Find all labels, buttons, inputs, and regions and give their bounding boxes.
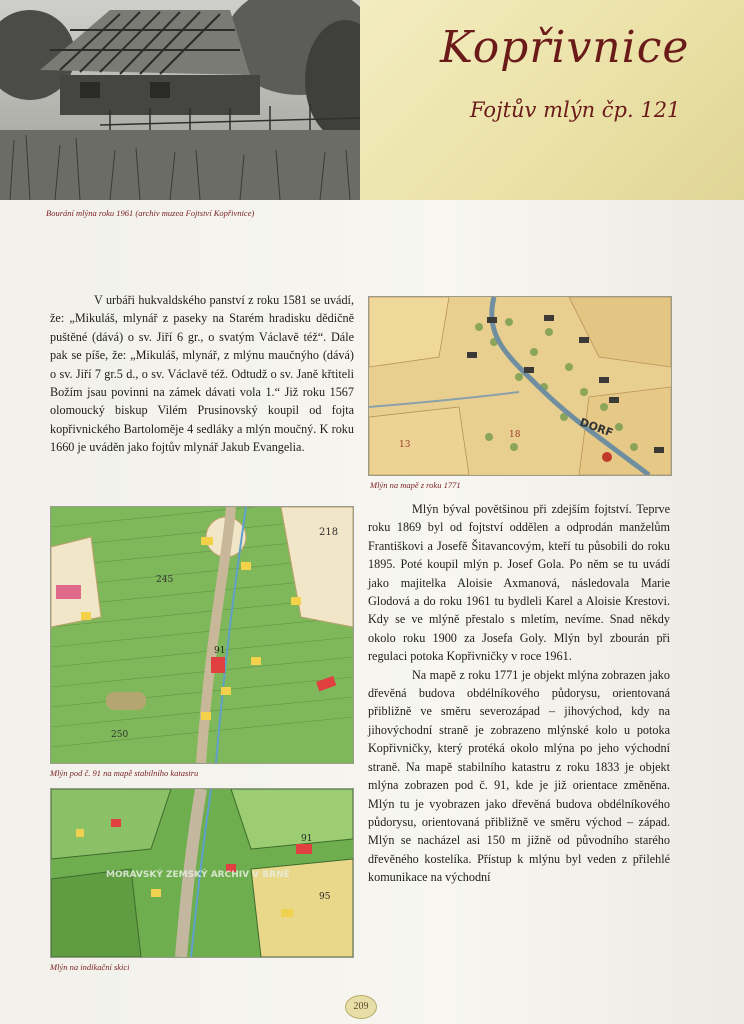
right-paragraph-1: Mlýn býval povětšinou při zdejším fojtství. Teprve roku 1869 byl od fojtství oddělen a odprodán manželům Františkovi a Josefě Šitavancovým, kteří tu působili do roku 1895. Poté koupil mlýn p. Josef Gola. Po něm se tu uvádí jako majitelka Aloisie Axmanová, následovala Marie Glodová a do roku 1961 tu bydleli Karel a Aloisie Krestovi. Kdy se ve mlýně přestalo s mletím, nevíme. Snad někdy okolo roku 1900 za Josefa Goly. Mlýn byl zbourán při regulaci potoka Kopřivničky v roce 1961.: [368, 502, 670, 664]
map-indikacni-skica: [50, 788, 354, 958]
demolition-photo-image: [0, 0, 360, 200]
map-1771-caption: Mlýn na mapě z roku 1771: [370, 480, 461, 490]
map-1771-image: [369, 297, 671, 475]
right-text-column: [368, 500, 670, 887]
photo-caption: Bourání mlýna roku 1961 (archiv muzea Fojtství Kopřivnice): [46, 208, 255, 218]
page-number: 209: [345, 995, 377, 1019]
map-stabilni-katastr-image: [51, 507, 353, 763]
map-indikacni-label-91: 91: [301, 834, 313, 844]
map-stabilni-katastr: [50, 506, 354, 764]
page-subtitle: Fojtův mlýn čp. 121: [470, 98, 681, 122]
demolition-photo: [0, 0, 360, 200]
left-paragraph-1: V urbáři hukvaldského panství z roku 1581 se uvádí, že: „Mikuláš, mlynář z paseky na Starém hradisku dědičně puštěné (dává) o sv. Jiří 6 gr., o svatým Václavě též“. Dále pak se píše, že: „Mikuláš, mlynář, z mlýnu maučnýho (dává) o sv. Jiří 7 gr.5 d., o sv. Václavě též. Odtudž o sv. Janě křtiteli Božím jsau povinni na zámek dávati vola 1.“ Již roku 1567 olomoucký biskup Vilém Prusinovský koupil od fojta kopřivnického Bartoloměje 4 sedláky a mlýn moučný. K roku 1660 je uváděn jako fojtův mlynář Jakub Evangelia.: [50, 293, 354, 455]
map-1771-label-dorf: DORF: [577, 415, 615, 440]
map-indikacni-label-95: 95: [319, 892, 331, 902]
map-indikacni-caption: Mlýn na indikační skici: [50, 962, 130, 972]
map-indikacni-skica-image: [51, 789, 353, 957]
left-text-column: [50, 291, 354, 457]
map-1771-label-13: 13: [399, 440, 411, 450]
right-paragraph-2: Na mapě z roku 1771 je objekt mlýna zobrazen jako dřevěná budova obdélníkového půdorysu, orientovaná přibližně ve směru severozápad – jihovýchod, kdy na jihovýchodní straně je zobrazeno mlýnské kolo u potoka Kopřivničky, který protéká okolo mlýna po jeho východní straně. Na mapě stabilního katastru z roku 1833 je objekt mlýna zobrazen pod č. 91, kde je již orientace změněna. Mlýn tu je vyobrazen jako dřevěná budova obdélníkového půdorysu, orientovaná přibližně ve směru východ – západ. Mlýn se nacházel asi 150 m jižně od původního starého dřevěného kostelíka. Přístup k mlýnu byl veden z přilehlé komunikace na východní: [368, 667, 670, 885]
page-title: Kopřivnice: [440, 22, 690, 73]
map-stabilni-label-218: 218: [319, 527, 339, 538]
map-1771-label-18: 18: [509, 430, 521, 440]
map-stabilni-label-91: 91: [214, 646, 226, 656]
map-indikacni-watermark: MORAVSKÝ ZEMSKÝ ARCHIV V BRNĚ: [106, 870, 290, 880]
map-stabilni-label-250: 250: [111, 730, 129, 740]
map-stabilni-label-245: 245: [156, 575, 174, 585]
map-stabilni-caption: Mlýn pod č. 91 na mapě stabilního katastru: [50, 768, 199, 778]
map-1771: [368, 296, 672, 476]
